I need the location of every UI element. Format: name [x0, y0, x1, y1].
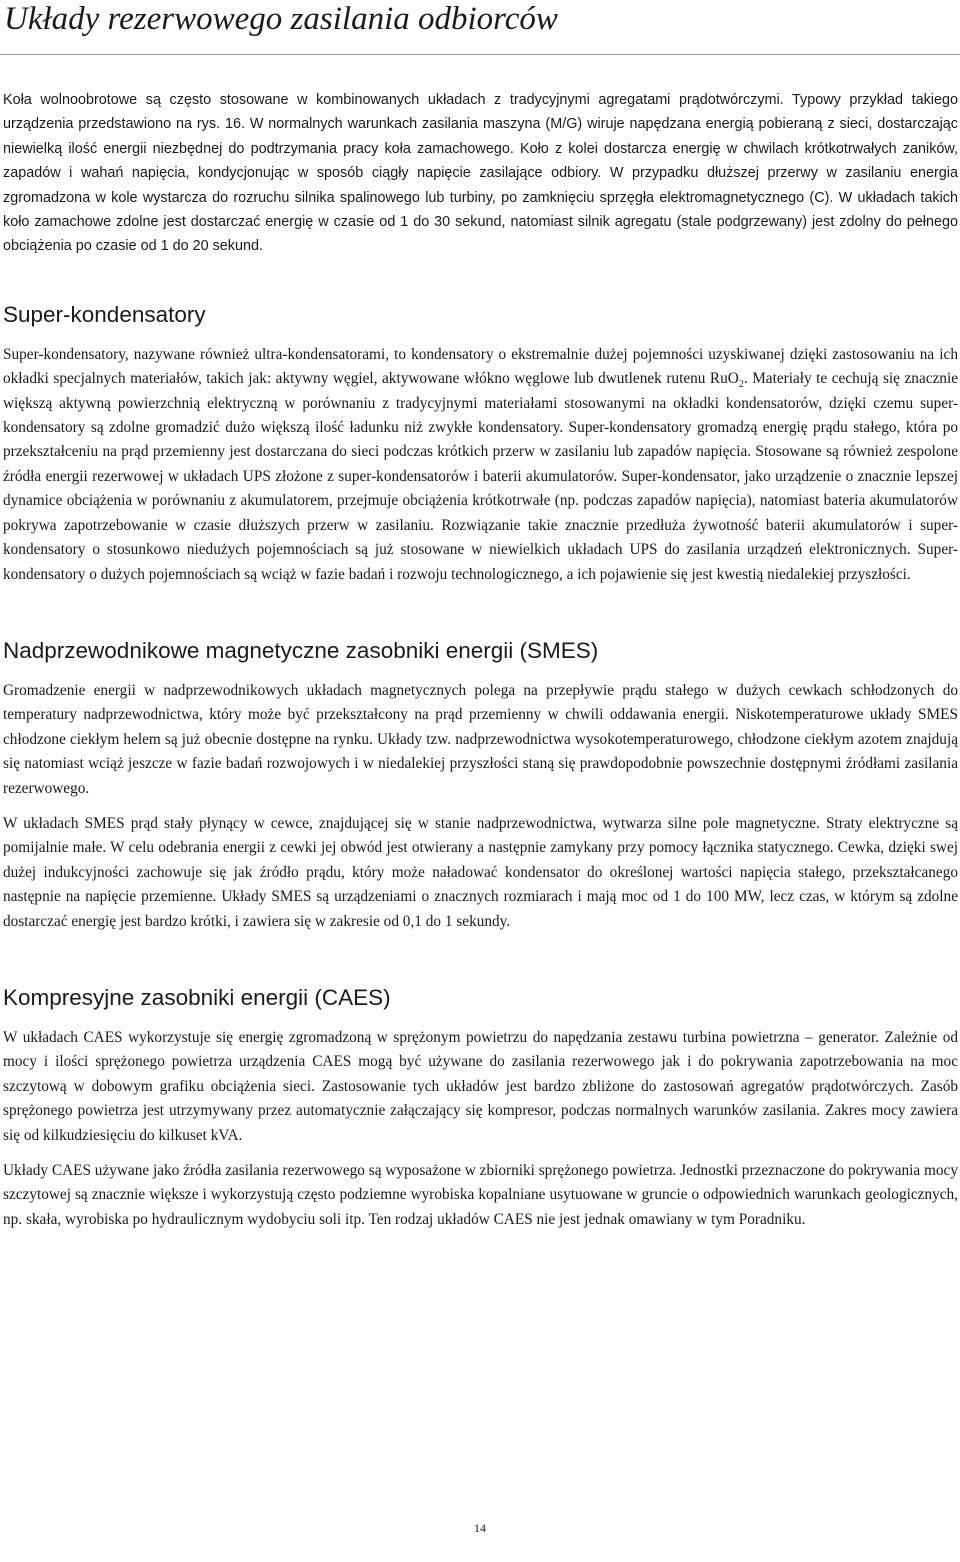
section-heading-super-kondensatory: Super-kondensatory — [3, 301, 206, 327]
document-body — [0, 80, 960, 1232]
supercaps-text-part-2: . Materiały te cechują się znacznie większą aktywną powierzchnią elektryczną w porównaniu z tradycyjnymi materiałami stosowanymi na okładki kondensatorów, dzięki czemu super-kondensatory są zdolne gromadzić dużo większą ilość ładunku niż zwykłe kondensatory. Super-kondensatory gromadzą energię prądu stałego, która po przekształceniu na prąd przemienny jest dostarczana do sieci podczas krótkich przerw w zasilaniu lub zapadów napięcia. Stosowane są również zespolone źródła energii rezerwowej w układach UPS złożone z super-kondensatorów i baterii akumulatorów. Super-kondensator, jako urządzenie o znacznie lepszej dynamice obciążenia w porównaniu z akumulatorem, przejmuje obciążenia krótkotrwałe (np. podczas zapadów napięcia), natomiast bateria akumulatorów pokrywa zapotrzebowanie w czasie dłuższych przerw w zasilaniu. Rozwiązanie takie znacznie przedłuża żywotność baterii akumulatorów i super-kondensatory o stosunkowo niedużych pojemnościach są już stosowane w niewielkich układach UPS do zasilania urządzeń elektronicznych. Super-kondensatory o dużych pojemnościach są wciąż w fazie badań i rozwoju technologicznego, a ich pojawienie się jest kwestią niedalekiej przyszłości. — [3, 370, 958, 583]
section-heading-caes: Kompresyjne zasobniki energii (CAES) — [3, 984, 391, 1010]
caes-paragraph-2: Układy CAES używane jako źródła zasilania rezerwowego są wyposażone w zbiorniki sprężonego powietrza. Jednostki przeznaczone do pokrywania mocy szczytowej są znacznie większe i wykorzystują często podziemne wyrobiska kopalniane usytuowane w gruncie o odpowiednich warunkach geologicznych, np. skała, wyrobiska po hydraulicznym wydobyciu soli itp. Ten rodzaj układów CAES nie jest jednak omawiany w tym Poradniku. — [3, 1162, 958, 1228]
page-number: 14 — [474, 1521, 486, 1535]
section-super-kondensatory — [3, 301, 958, 587]
title-divider — [0, 54, 960, 55]
page-title: Układy rezerwowego zasilania odbiorców — [4, 1, 558, 37]
section-heading-smes: Nadprzewodnikowe magnetyczne zasobniki energii (SMES) — [3, 637, 599, 663]
caes-paragraph-1: W układach CAES wykorzystuje się energię zgromadzoną w sprężonym powietrzu do napędzania zestawu turbina powietrzna – generator. Zależnie od mocy i ilości sprężonego powietrza urządzenia CAES mogą być używane do zasilania rezerwowego jak i do pokrywania zapotrzebowania na moc szczytową w dobowym grafiku obciążenia sieci. Zastosowanie tych układów jest bardzo zbliżone do zastosowań agregatów prądotwórczych. Zasób sprężonego powietrza jest utrzymywany przez automatycznie załączający się kompresor, podczas normalnych warunków zasilania. Zakres mocy zawiera się od kilkudziesięciu do kilkuset kVA. — [3, 1028, 958, 1144]
ruo2-subscript: 2 — [738, 379, 744, 391]
section-smes — [3, 637, 958, 934]
smes-paragraph-2: W układach SMES prąd stały płynący w cewce, znajdującej się w stanie nadprzewodnictwa, wytwarza silne pole magnetyczne. Straty elektryczne są pomijalnie małe. W celu odebrania energii z cewki jej obwód jest otwierany a następnie zamykany przy pomocy łącznika statycznego. Cewka, dzięki swej dużej indukcyjności zachowuje się jak źródło prądu, który może naładować kondensator do określonej wartości napięcia stałego, przekształcanego następnie na napięcie przemienne. Układy SMES są urządzeniami o znacznych rozmiarach i mają moc od 1 do 100 MW, lecz czas, w którym są zdolne dostarczać energię jest bardzo krótki, i zawiera się w zakresie od 0,1 do 1 sekundy. — [3, 814, 958, 930]
intro-paragraph: Koła wolnoobrotowe są często stosowane w kombinowanych układach z tradycyjnymi agregatami prądotwórczymi. Typowy przykład takiego urządzenia przedstawiono na rys. 16. W normalnych warunkach zasilania maszyna (M/G) wiruje napędzana energią pobieraną z sieci, dostarczając niewielką ilość energii niezbędnej do podtrzymania pracy koła zamachowego. Koło z kolei dostarcza energię w chwilach krótkotrwałych zaników, zapadów i wahań napięcia, kondycjonując w sposób ciągły napięcie zasilające odbiory. W przypadku dłuższej przerwy w zasilaniu energia zgromadzona w kole wystarcza do rozruchu silnika spalinowego lub turbiny, po zamknięciu sprzęgła elektromagnetycznego (C). W układach takich koło zamachowe zdolne jest dostarczać energię w czasie od 1 do 30 sekund, natomiast silnik agregatu (stale podgrzewany) jest zdolny do pełnego obciążenia po czasie od 1 do 20 sekund. — [3, 92, 958, 255]
supercaps-text-part-1: Super-kondensatory, nazywane również ultra-kondensatorami, to kondensatory o ekstremalnie dużej pojemności uzyskiwanej dzięki zastosowaniu na ich okładki specjalnych materiałów, takich jak: aktywny węgiel, aktywowane włókno węglowe lub dwutlenek rutenu RuO — [3, 345, 958, 388]
smes-paragraph-1: Gromadzenie energii w nadprzewodnikowych układach magnetycznych polega na przepływie prądu stałego w dużych cewkach schłodzonych do temperatury nadprzewodnictwa, który może być przekształcony na prąd przemienny w chwili oddawania energii. Niskotemperaturowe układy SMES chłodzone ciekłym helem są już obecnie dostępne na rynku. Układy tzw. nadprzewodnictwa wysokotemperaturowego, chłodzone ciekłym azotem znajdują się natomiast wciąż jeszcze w fazie badań rozwojowych i w niedalekiej przyszłości staną się prawdopodobnie powszechnie dostępnymi źródłami zasilania rezerwowego. — [3, 681, 958, 797]
supercaps-paragraph — [3, 343, 958, 587]
section-caes — [3, 984, 958, 1232]
